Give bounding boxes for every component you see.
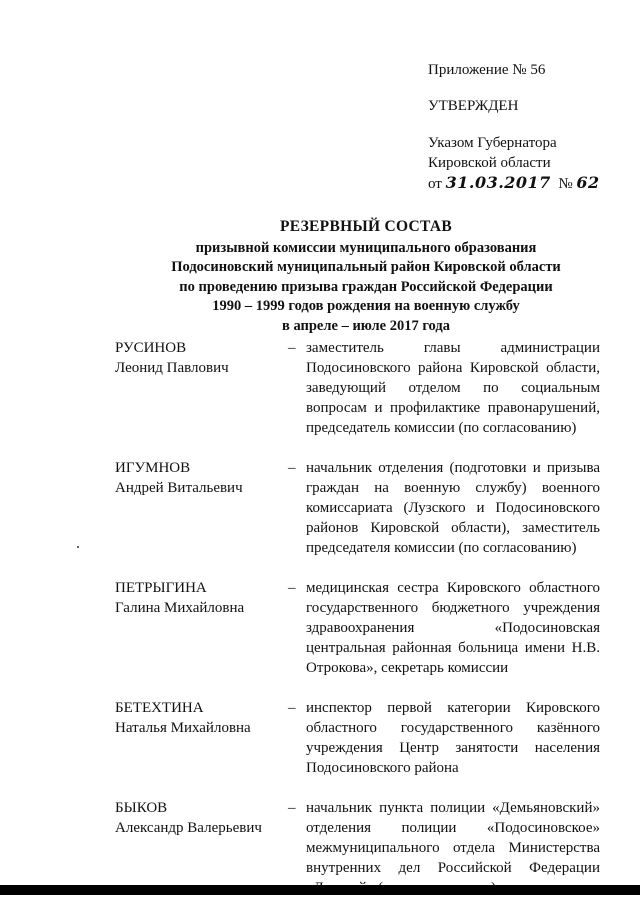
scan-speck: [77, 546, 79, 548]
member-name: [115, 458, 288, 558]
number-prefix: №: [558, 176, 573, 192]
title-line-5: в апреле – июле 2017 года: [282, 317, 450, 334]
member-surname: ПЕТРЫГИНА: [115, 580, 207, 596]
member-row: [115, 698, 600, 778]
member-name: [115, 698, 288, 778]
member-name: [115, 578, 288, 678]
handwritten-number: 62: [576, 173, 600, 192]
decree-line-1: Указом Губернатора: [428, 135, 557, 151]
member-surname: РУСИНОВ: [115, 340, 187, 356]
member-dash: –: [288, 700, 296, 716]
member-role: инспектор первой категории Кировского областного государственного казённого учреждения Центр занятости населения Подосиновского района: [306, 700, 600, 776]
title-line-3: по проведению призыва граждан Российской Федерации: [179, 278, 553, 295]
scan-bottom-edge: [0, 885, 640, 895]
member-name: [115, 338, 288, 438]
title-line-2: Подосиновский муниципальный район Кировской области: [171, 259, 561, 275]
title-line-1: призывной комиссии муниципального образования: [195, 239, 537, 256]
member-role: заместитель главы администрации Подосиновского района Кировской области, заведующий отделом по социальным вопросам и профилактике правонарушений, председатель комиссии (по согласованию): [306, 340, 600, 436]
member-dash: –: [288, 460, 296, 476]
title-main: РЕЗЕРВНЫЙ СОСТАВ: [279, 218, 453, 235]
appendix-number: Приложение № 56: [428, 62, 546, 78]
decree-line-2: Кировской области: [428, 155, 551, 171]
member-given-names: Андрей Витальевич: [115, 480, 243, 496]
handwritten-date: 31.03.2017: [445, 173, 551, 192]
decree-date-line: [428, 173, 628, 194]
member-surname: ИГУМНОВ: [115, 460, 191, 476]
members-list: [115, 338, 600, 898]
member-dash: –: [288, 580, 296, 596]
member-row: [115, 338, 600, 438]
member-row: [115, 798, 600, 898]
member-given-names: Александр Валерьевич: [115, 820, 262, 836]
date-prefix: от: [428, 176, 442, 192]
member-surname: БЕТЕХТИНА: [115, 700, 204, 716]
member-role: начальник отделения (подготовки и призыва граждан на военную службу) военного комиссариата (Лузского и Подосиновского районов Кировской области), заместитель председателя комиссии (по согласованию): [306, 460, 600, 556]
member-given-names: Наталья Михайловна: [115, 720, 251, 736]
member-role: медицинская сестра Кировского областного государственного бюджетного учреждения здравоохранения «Подосиновская центральная районная больница имени Н.В. Отрокова», секретарь комиссии: [306, 580, 600, 676]
approved-label: УТВЕРЖДЕН: [428, 98, 519, 114]
document-title: [96, 217, 636, 336]
member-dash: –: [288, 800, 296, 816]
approval-block: [428, 60, 628, 194]
member-given-names: Леонид Павлович: [115, 360, 229, 376]
member-row: [115, 458, 600, 558]
title-line-4: 1990 – 1999 годов рождения на военную службу: [212, 298, 520, 314]
member-surname: БЫКОВ: [115, 800, 168, 816]
member-role: начальник пункта полиции «Демьяновский» отделения полиции «Подосиновское» межмуниципального отдела Министерства внутренних дел Российской Федерации: [306, 800, 600, 876]
member-name: [115, 798, 288, 898]
member-row: [115, 578, 600, 678]
member-dash: –: [288, 340, 296, 356]
member-given-names: Галина Михайловна: [115, 600, 245, 616]
